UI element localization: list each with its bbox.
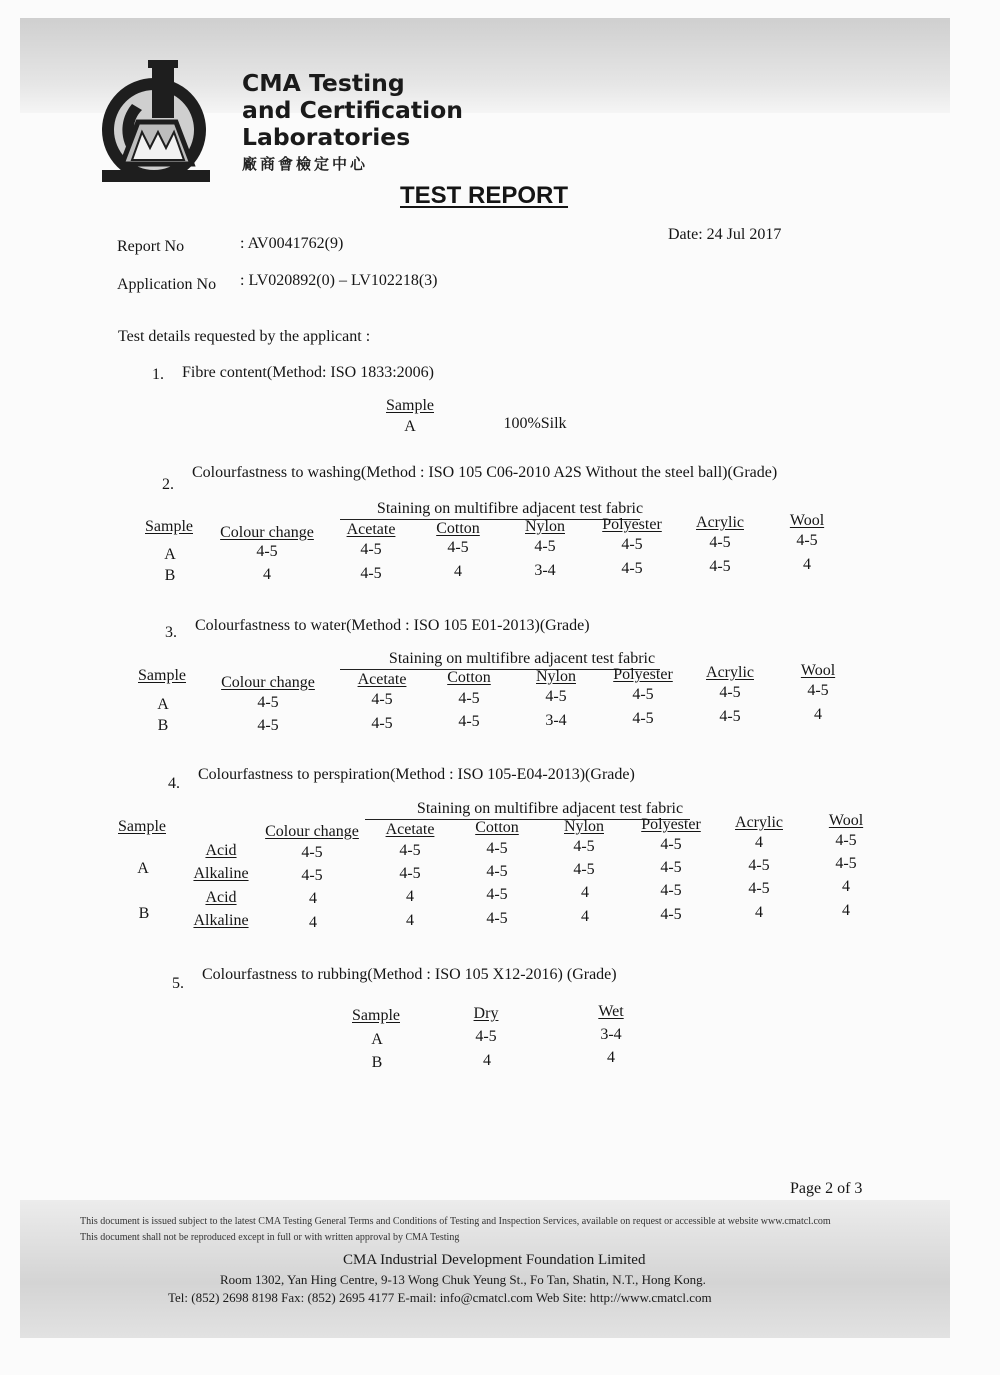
section2-staining-rule bbox=[340, 519, 640, 520]
section3-row-a-colour-change: 4-5 bbox=[257, 694, 279, 711]
section4-row-b-acid-cotton: 4-5 bbox=[486, 886, 508, 903]
section2-col-cotton: Cotton bbox=[436, 520, 480, 537]
section2-row-a-cotton: 4-5 bbox=[447, 539, 469, 556]
section2-col-polyester: Polyester bbox=[602, 516, 662, 533]
section2-row-b-colour-change: 4 bbox=[263, 566, 271, 583]
section4-col-acrylic: Acrylic bbox=[735, 814, 783, 831]
section5-row-b-sample: B bbox=[371, 1054, 383, 1071]
section3-col-sample: Sample bbox=[138, 667, 186, 684]
section5-row-a-sample: A bbox=[371, 1031, 383, 1048]
section2-col-sample: Sample bbox=[145, 518, 193, 535]
section5-col-dry: Dry bbox=[473, 1005, 499, 1022]
section3-row-b-nylon: 3-4 bbox=[545, 712, 567, 729]
section4-row-a-acid-label: Acid bbox=[205, 842, 237, 859]
section1-fibre-value: 100%Silk bbox=[503, 415, 567, 432]
section4-row-a-alkaline-label: Alkaline bbox=[193, 865, 249, 882]
section4-row-a-alkaline-colour-change: 4-5 bbox=[301, 867, 323, 884]
section4-col-cotton: Cotton bbox=[475, 819, 519, 836]
section2-row-a-acrylic: 4-5 bbox=[709, 534, 731, 551]
section4-row-b-alkaline-polyester: 4-5 bbox=[660, 906, 682, 923]
brand-line-3: Laboratories bbox=[242, 123, 411, 151]
section2-row-a-acetate: 4-5 bbox=[360, 541, 382, 558]
section3-row-b-wool: 4 bbox=[814, 706, 822, 723]
section3-row-a-wool: 4-5 bbox=[807, 682, 829, 699]
section2-col-wool: Wool bbox=[789, 512, 825, 529]
section2-row-b-sample: B bbox=[164, 567, 176, 584]
section3-row-a-cotton: 4-5 bbox=[458, 690, 480, 707]
section4-row-a-alkaline-acetate: 4-5 bbox=[399, 865, 421, 882]
section4-staining-header: Staining on multifibre adjacent test fabric bbox=[416, 800, 684, 817]
page-number: Page 2 of 3 bbox=[790, 1180, 863, 1197]
section3-row-a-nylon: 4-5 bbox=[545, 688, 567, 705]
section4-row-b-alkaline-colour-change: 4 bbox=[309, 914, 317, 931]
section3-col-cotton: Cotton bbox=[447, 669, 491, 686]
section4-row-a-acid-nylon: 4-5 bbox=[573, 838, 595, 855]
section4-row-a-acid-colour-change: 4-5 bbox=[301, 844, 323, 861]
section4-row-a-alkaline-wool: 4-5 bbox=[835, 855, 857, 872]
section4-row-a-acid-acrylic: 4 bbox=[755, 834, 763, 851]
section4-row-b-acid-acrylic: 4-5 bbox=[748, 880, 770, 897]
section4-row-b-alkaline-label: Alkaline bbox=[193, 912, 249, 929]
section1-number: 1. bbox=[152, 366, 164, 383]
section4-row-b-alkaline-acetate: 4 bbox=[406, 912, 414, 929]
section4-row-b-acid-nylon: 4 bbox=[581, 884, 589, 901]
section4-row-b-alkaline-cotton: 4-5 bbox=[486, 910, 508, 927]
section3-row-a-polyester: 4-5 bbox=[632, 686, 654, 703]
section4-col-polyester: Polyester bbox=[641, 816, 701, 833]
section2-row-b-acrylic: 4-5 bbox=[709, 558, 731, 575]
section3-title: Colourfastness to water(Method : ISO 105 E01-2013)(Grade) bbox=[195, 617, 590, 634]
section1-sample: A bbox=[404, 418, 416, 435]
section4-row-b-alkaline-wool: 4 bbox=[842, 902, 850, 919]
section4-row-b-sample: B bbox=[138, 905, 150, 922]
section3-col-colour-change: Colour change bbox=[221, 674, 315, 691]
section2-row-b-cotton: 4 bbox=[454, 563, 462, 580]
section3-staining-header: Staining on multifibre adjacent test fabric bbox=[388, 650, 656, 667]
section4-row-b-acid-wool: 4 bbox=[842, 878, 850, 895]
section4-row-a-acid-cotton: 4-5 bbox=[486, 840, 508, 857]
section4-col-sample: Sample bbox=[118, 818, 166, 835]
section2-title: Colourfastness to washing(Method : ISO 105 C06-2010 A2S Without the steel ball)(Grade) bbox=[192, 464, 778, 481]
section4-row-a-acid-polyester: 4-5 bbox=[660, 836, 682, 853]
section4-row-a-alkaline-acrylic: 4-5 bbox=[748, 857, 770, 874]
section2-row-b-polyester: 4-5 bbox=[621, 560, 643, 577]
section2-col-acetate: Acetate bbox=[346, 521, 396, 538]
section2-col-colour-change: Colour change bbox=[220, 524, 314, 541]
section4-col-nylon: Nylon bbox=[564, 818, 604, 835]
footer-address: Room 1302, Yan Hing Centre, 9-13 Wong Chuk Yeung St., Fo Tan, Shatin, N.T., Hong Kong. bbox=[220, 1272, 706, 1287]
section2-col-nylon: Nylon bbox=[525, 518, 565, 535]
section2-row-b-wool: 4 bbox=[803, 556, 811, 573]
section5-row-a-wet: 3-4 bbox=[600, 1026, 622, 1043]
section3-col-acetate: Acetate bbox=[357, 671, 407, 688]
section2-row-a-nylon: 4-5 bbox=[534, 538, 556, 555]
footer-disclaimer-1: This document is issued subject to the latest CMA Testing General Terms and Conditions of Testing and Inspection Services, available on request or accessible at website www.cmatcl.com bbox=[80, 1216, 831, 1227]
section4-col-wool: Wool bbox=[828, 812, 864, 829]
section2-row-a-sample: A bbox=[164, 546, 176, 563]
section4-col-acetate: Acetate bbox=[385, 821, 435, 838]
section3-col-acrylic: Acrylic bbox=[706, 664, 754, 681]
application-no-value: : LV020892(0) – LV102218(3) bbox=[240, 272, 438, 289]
section4-row-a-acid-wool: 4-5 bbox=[835, 832, 857, 849]
section4-row-b-alkaline-acrylic: 4 bbox=[755, 904, 763, 921]
brand-line-2: and Certification bbox=[242, 96, 464, 124]
section2-staining-header: Staining on multifibre adjacent test fabric bbox=[376, 500, 644, 517]
section4-number: 4. bbox=[168, 775, 180, 792]
section4-title: Colourfastness to perspiration(Method : ISO 105-E04-2013)(Grade) bbox=[198, 766, 635, 783]
section2-row-a-wool: 4-5 bbox=[796, 532, 818, 549]
section4-row-b-alkaline-nylon: 4 bbox=[581, 908, 589, 925]
lab-brand-name bbox=[242, 70, 463, 151]
section5-col-wet: Wet bbox=[598, 1003, 624, 1020]
section3-row-b-acetate: 4-5 bbox=[371, 715, 393, 732]
cma-flask-logo-icon bbox=[92, 52, 222, 187]
section5-row-b-wet: 4 bbox=[607, 1049, 615, 1066]
section1-sample-header: Sample bbox=[386, 397, 434, 414]
report-title: TEST REPORT bbox=[400, 182, 569, 209]
section5-title: Colourfastness to rubbing(Method : ISO 105 X12-2016) (Grade) bbox=[202, 966, 617, 983]
section3-number: 3. bbox=[165, 624, 177, 641]
section3-row-b-acrylic: 4-5 bbox=[719, 708, 741, 725]
brand-line-1: CMA Testing bbox=[242, 69, 405, 97]
section5-row-b-dry: 4 bbox=[483, 1052, 491, 1069]
section3-col-polyester: Polyester bbox=[613, 666, 673, 683]
section4-row-a-alkaline-cotton: 4-5 bbox=[486, 863, 508, 880]
section4-row-a-alkaline-nylon: 4-5 bbox=[573, 861, 595, 878]
section4-row-b-acid-colour-change: 4 bbox=[309, 890, 317, 907]
section2-number: 2. bbox=[162, 476, 174, 493]
section4-row-a-alkaline-polyester: 4-5 bbox=[660, 859, 682, 876]
report-no-label: Report No bbox=[117, 238, 185, 255]
test-details-intro: Test details requested by the applicant : bbox=[118, 328, 371, 345]
footer-contact: Tel: (852) 2698 8198 Fax: (852) 2695 4177 E-mail: info@cmatcl.com Web Site: http://www.cmatcl.com bbox=[168, 1290, 712, 1305]
section4-row-b-acid-acetate: 4 bbox=[406, 888, 414, 905]
report-no-value: : AV0041762(9) bbox=[240, 235, 344, 252]
section3-row-b-polyester: 4-5 bbox=[632, 710, 654, 727]
section3-row-b-cotton: 4-5 bbox=[458, 713, 480, 730]
section5-col-sample: Sample bbox=[352, 1007, 400, 1024]
section2-row-b-acetate: 4-5 bbox=[360, 565, 382, 582]
section4-col-colour-change: Colour change bbox=[265, 823, 359, 840]
section5-row-a-dry: 4-5 bbox=[475, 1028, 497, 1045]
section2-row-a-colour-change: 4-5 bbox=[256, 543, 278, 560]
section2-row-a-polyester: 4-5 bbox=[621, 536, 643, 553]
section3-row-b-sample: B bbox=[157, 717, 169, 734]
application-no-label: Application No bbox=[117, 276, 217, 293]
section3-row-a-acrylic: 4-5 bbox=[719, 684, 741, 701]
section3-row-a-sample: A bbox=[157, 696, 169, 713]
brand-chinese-name: 廠商會檢定中心 bbox=[242, 155, 369, 173]
footer-disclaimer-2: This document shall not be reproduced except in full or with written approval by CMA Testing bbox=[80, 1232, 460, 1243]
section5-number: 5. bbox=[172, 975, 184, 992]
report-date: Date: 24 Jul 2017 bbox=[668, 226, 782, 243]
footer-company: CMA Industrial Development Foundation Limited bbox=[343, 1252, 646, 1268]
section1-title: Fibre content(Method: ISO 1833:2006) bbox=[182, 364, 434, 381]
section3-col-nylon: Nylon bbox=[536, 668, 576, 685]
section3-staining-rule bbox=[340, 669, 660, 670]
section2-col-acrylic: Acrylic bbox=[696, 514, 744, 531]
section3-col-wool: Wool bbox=[800, 662, 836, 679]
section2-row-b-nylon: 3-4 bbox=[534, 562, 556, 579]
section4-row-a-sample: A bbox=[137, 860, 149, 877]
section4-row-b-acid-label: Acid bbox=[205, 889, 237, 906]
section4-row-b-acid-polyester: 4-5 bbox=[660, 882, 682, 899]
section4-row-a-acid-acetate: 4-5 bbox=[399, 842, 421, 859]
section3-row-a-acetate: 4-5 bbox=[371, 691, 393, 708]
section3-row-b-colour-change: 4-5 bbox=[257, 717, 279, 734]
